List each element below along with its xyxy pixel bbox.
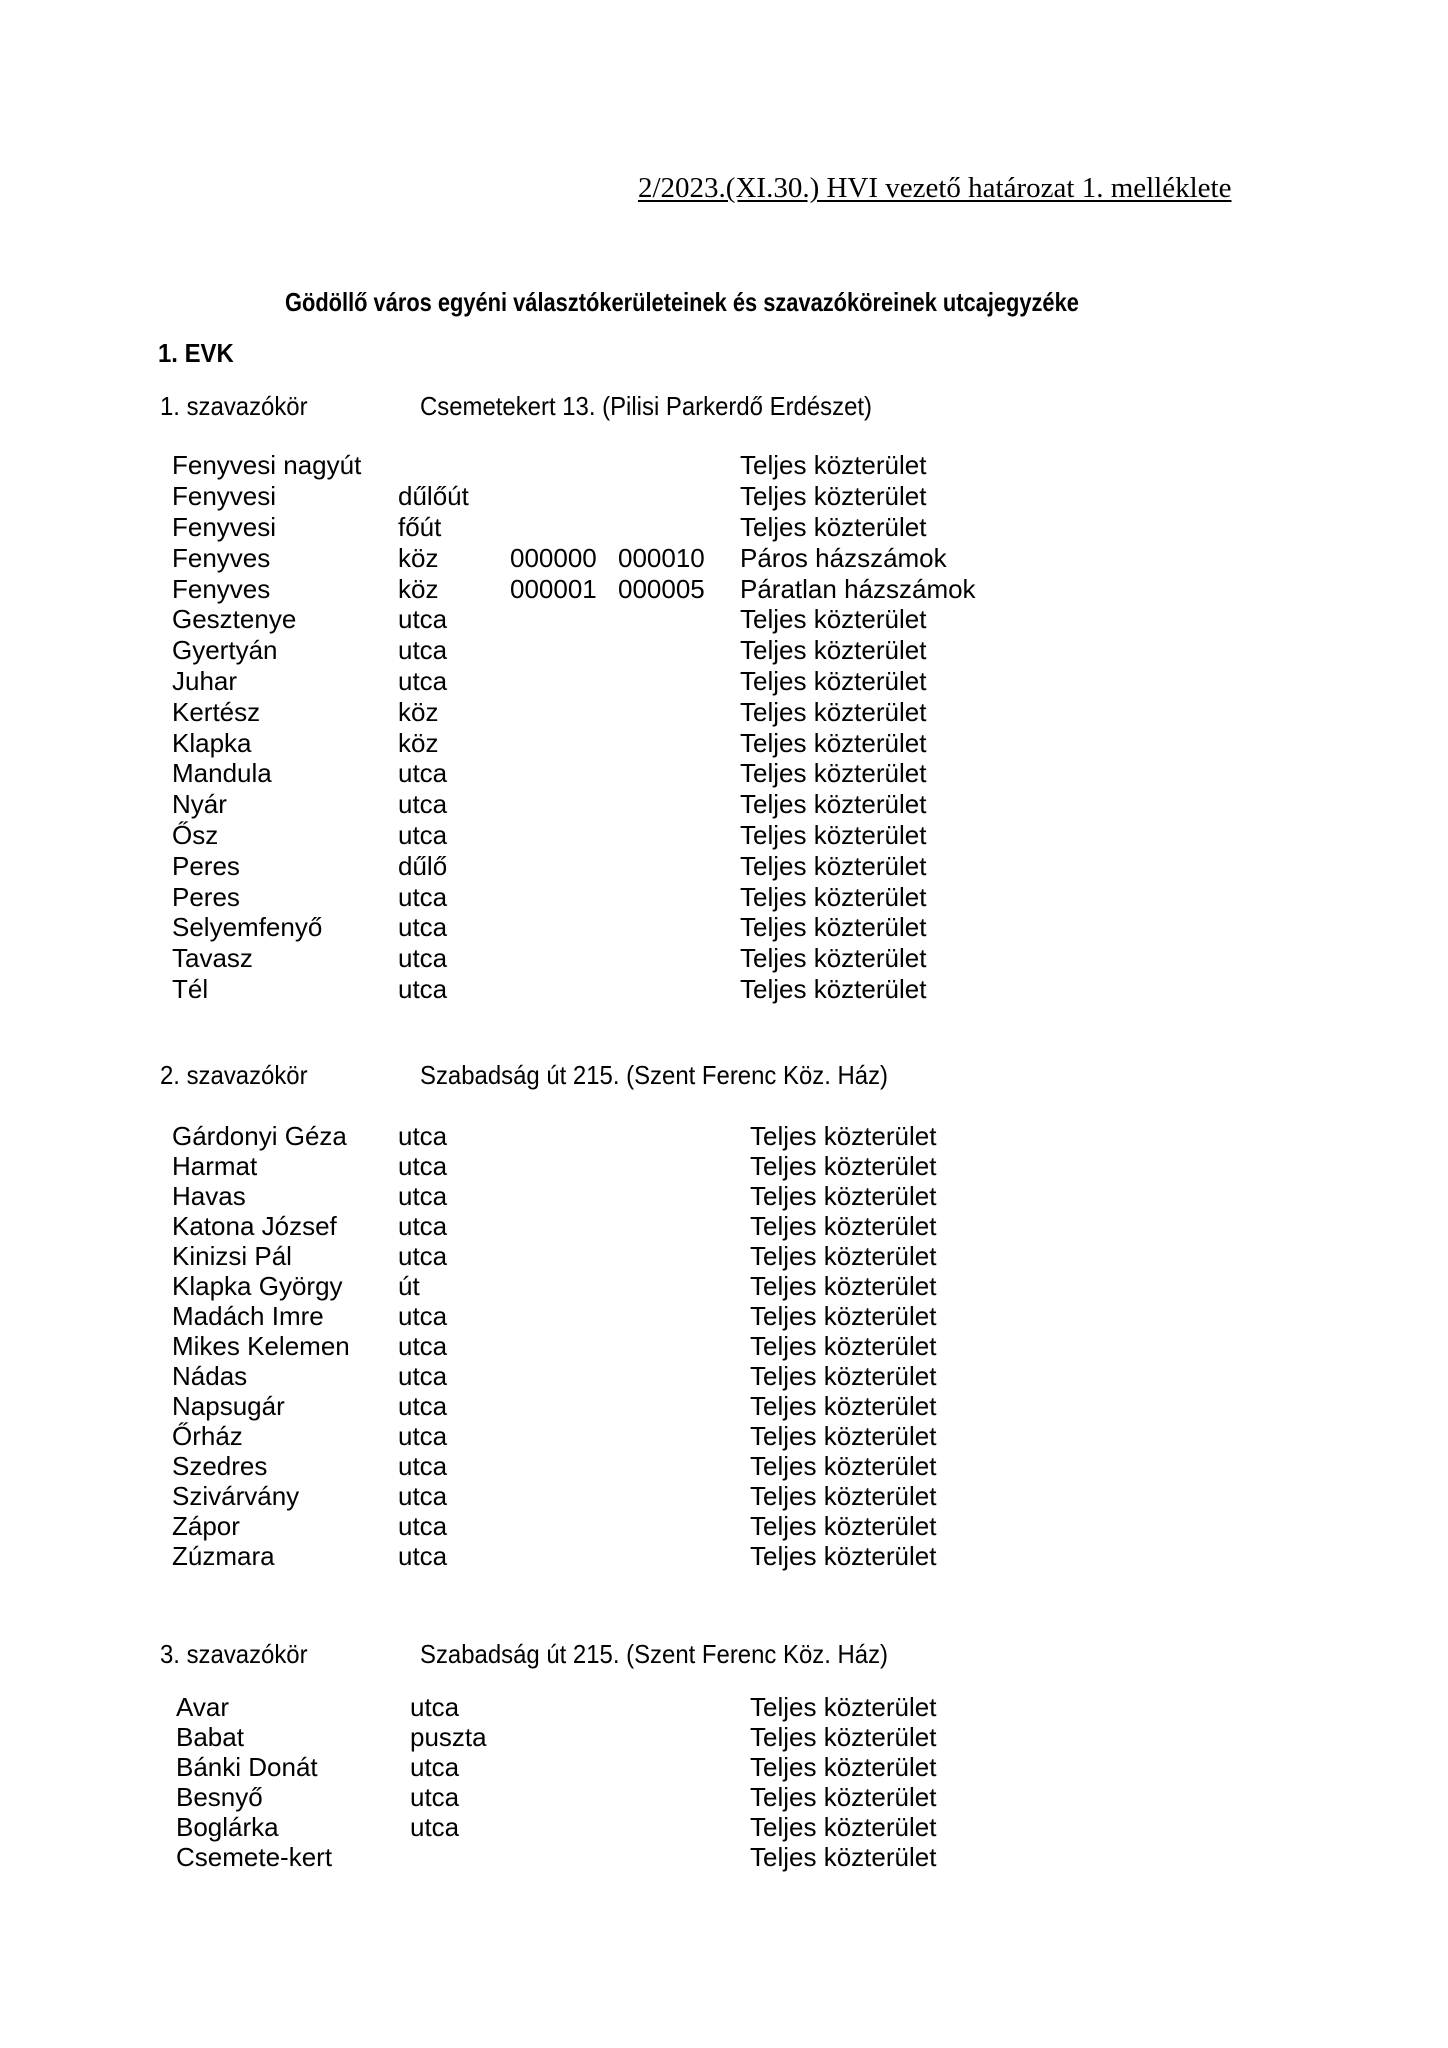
street-scope: Teljes közterület <box>750 1391 937 1421</box>
street-name: Juhar <box>172 665 238 696</box>
precinct-location <box>420 1060 929 1091</box>
street-name: Tél <box>172 973 209 1004</box>
street-name: Harmat <box>172 1151 258 1181</box>
street-type: utca <box>398 1481 448 1511</box>
street-scope: Teljes közterület <box>740 604 927 635</box>
street-name: Zúzmara <box>172 1541 275 1571</box>
street-row <box>0 1241 1448 1271</box>
street-row <box>0 604 1448 635</box>
street-row <box>0 1511 1448 1541</box>
street-type: utca <box>398 973 448 1004</box>
street-name: Madách Imre <box>172 1301 324 1331</box>
street-name: Babat <box>176 1722 244 1752</box>
street-scope: Teljes közterület <box>750 1271 937 1301</box>
street-row <box>0 1541 1448 1571</box>
street-scope: Teljes közterület <box>750 1331 937 1361</box>
street-type: utca <box>398 912 448 943</box>
precinct-label <box>160 1060 320 1091</box>
street-row <box>0 1331 1448 1361</box>
precinct-label-text: 3. szavazókör <box>160 1639 308 1669</box>
street-type: dűlőút <box>398 481 469 512</box>
street-scope: Teljes közterület <box>740 450 927 481</box>
street-row <box>0 1752 1448 1782</box>
street-type: utca <box>410 1782 460 1812</box>
street-row <box>0 820 1448 851</box>
street-name: Boglárka <box>176 1812 279 1842</box>
street-row <box>0 881 1448 912</box>
street-row <box>0 696 1448 727</box>
street-scope: Teljes közterület <box>750 1301 937 1331</box>
street-row <box>0 1121 1448 1151</box>
street-row <box>0 850 1448 881</box>
street-name: Nyár <box>172 789 227 820</box>
street-row <box>0 1421 1448 1451</box>
street-name: Havas <box>172 1181 246 1211</box>
street-type: utca <box>398 1421 448 1451</box>
street-row <box>0 635 1448 666</box>
precinct-location <box>420 391 911 422</box>
street-name: Mandula <box>172 758 272 789</box>
street-name: Nádas <box>172 1361 248 1391</box>
street-type: utca <box>410 1752 460 1782</box>
street-row <box>0 974 1448 1005</box>
precinct-location-text: Csemetekert 13. (Pilisi Parkerdő Erdészet) <box>420 391 872 421</box>
street-type: puszta <box>410 1722 487 1752</box>
street-scope: Teljes közterület <box>740 850 927 881</box>
street-name: Szedres <box>172 1451 268 1481</box>
street-name: Mikes Kelemen <box>172 1331 350 1361</box>
street-row <box>0 1301 1448 1331</box>
street-type: utca <box>398 1211 448 1241</box>
street-name: Fenyvesi nagyút <box>172 450 362 481</box>
street-name: Napsugár <box>172 1391 285 1421</box>
street-name: Fenyves <box>172 573 271 604</box>
street-row <box>0 727 1448 758</box>
street-row <box>0 1692 1448 1722</box>
street-row <box>0 1361 1448 1391</box>
street-name: Csemete-kert <box>176 1842 333 1872</box>
street-name: Avar <box>176 1692 229 1722</box>
street-type: utca <box>398 1451 448 1481</box>
street-table <box>0 1692 1448 1872</box>
street-name: Zápor <box>172 1511 240 1541</box>
street-scope: Páros házszámok <box>740 542 947 573</box>
street-name: Bánki Donát <box>176 1752 318 1782</box>
street-name: Fenyvesi <box>172 481 277 512</box>
street-name: Kertész <box>172 696 261 727</box>
precinct-label <box>160 1639 320 1670</box>
street-scope: Teljes közterület <box>750 1121 937 1151</box>
street-row <box>0 943 1448 974</box>
street-row <box>0 1211 1448 1241</box>
street-scope: Teljes közterület <box>740 635 927 666</box>
street-row <box>0 1151 1448 1181</box>
street-row <box>0 450 1448 481</box>
street-row <box>0 1481 1448 1511</box>
street-row <box>0 1451 1448 1481</box>
precinct-location-text: Szabadság út 215. (Szent Ferenc Köz. Ház) <box>420 1060 889 1090</box>
street-row <box>0 666 1448 697</box>
street-row <box>0 1842 1448 1872</box>
street-type: utca <box>410 1812 460 1842</box>
street-name: Klapka György <box>172 1271 343 1301</box>
street-row <box>0 1181 1448 1211</box>
precinct-label-text: 1. szavazókör <box>160 391 308 421</box>
house-number-from: 000000 <box>510 542 597 573</box>
house-number-from: 000001 <box>510 573 597 604</box>
street-row <box>0 573 1448 604</box>
street-name: Fenyvesi <box>172 511 277 542</box>
street-scope: Páratlan házszámok <box>740 573 976 604</box>
street-scope: Teljes közterület <box>750 1451 937 1481</box>
street-scope: Teljes közterület <box>750 1541 937 1571</box>
street-type: dűlő <box>398 850 448 881</box>
street-type: utca <box>398 943 448 974</box>
street-scope: Teljes közterület <box>750 1211 937 1241</box>
document-header-reference: 2/2023.(XI.30.) HVI vezető határozat 1. melléklete <box>638 172 1232 204</box>
street-type: utca <box>398 1151 448 1181</box>
street-scope: Teljes közterület <box>750 1511 937 1541</box>
street-scope: Teljes közterület <box>750 1181 937 1211</box>
street-row <box>0 481 1448 512</box>
street-scope: Teljes közterület <box>750 1241 937 1271</box>
street-scope: Teljes közterület <box>750 1361 937 1391</box>
precinct-label-text: 2. szavazókör <box>160 1060 308 1090</box>
street-scope: Teljes közterület <box>740 973 927 1004</box>
street-type: köz <box>398 573 439 604</box>
street-type: utca <box>398 1541 448 1571</box>
street-type: utca <box>398 819 448 850</box>
street-name: Gyertyán <box>172 635 278 666</box>
street-name: Peres <box>172 850 240 881</box>
street-type: út <box>398 1271 420 1301</box>
street-name: Gárdonyi Géza <box>172 1121 347 1151</box>
street-type: utca <box>398 758 448 789</box>
street-type: főút <box>398 511 442 542</box>
street-row <box>0 1722 1448 1752</box>
document-title-text: Gödöllő város egyéni választókerületeinek és szavazóköreinek utcajegyzéke <box>285 287 1079 317</box>
street-name: Besnyő <box>176 1782 263 1812</box>
street-type: utca <box>398 1331 448 1361</box>
street-scope: Teljes közterület <box>740 727 927 758</box>
document-title <box>285 287 1230 318</box>
street-type: utca <box>398 1301 448 1331</box>
street-type: köz <box>398 542 439 573</box>
precinct-location <box>420 1639 929 1670</box>
street-name: Selyemfenyő <box>172 912 323 943</box>
house-number-to: 000005 <box>618 573 705 604</box>
street-type: utca <box>398 635 448 666</box>
street-scope: Teljes közterület <box>740 511 927 542</box>
street-name: Klapka <box>172 727 252 758</box>
street-row <box>0 1782 1448 1812</box>
street-type: utca <box>398 789 448 820</box>
street-type: utca <box>398 1391 448 1421</box>
street-scope: Teljes közterület <box>740 665 927 696</box>
street-row <box>0 789 1448 820</box>
street-type: utca <box>398 1511 448 1541</box>
street-name: Ősz <box>172 819 219 850</box>
street-type: utca <box>398 1241 448 1271</box>
precinct-label <box>160 391 320 422</box>
street-scope: Teljes közterület <box>750 1421 937 1451</box>
street-table <box>0 1121 1448 1571</box>
district-heading-text: 1. EVK <box>158 338 234 368</box>
street-scope: Teljes közterület <box>740 881 927 912</box>
street-scope: Teljes közterület <box>740 789 927 820</box>
street-type: utca <box>398 1121 448 1151</box>
street-scope: Teljes közterület <box>740 819 927 850</box>
street-row <box>0 912 1448 943</box>
street-type: utca <box>398 881 448 912</box>
street-scope: Teljes közterület <box>750 1151 937 1181</box>
street-scope: Teljes közterület <box>740 912 927 943</box>
street-scope: Teljes közterület <box>740 696 927 727</box>
street-row <box>0 758 1448 789</box>
street-name: Kinizsi Pál <box>172 1241 292 1271</box>
street-name: Peres <box>172 881 240 912</box>
district-heading <box>158 338 240 369</box>
street-scope: Teljes közterület <box>750 1692 937 1722</box>
street-scope: Teljes közterület <box>740 481 927 512</box>
street-type: köz <box>398 696 439 727</box>
street-name: Őrház <box>172 1421 243 1451</box>
street-type: utca <box>410 1692 460 1722</box>
street-scope: Teljes közterület <box>750 1812 937 1842</box>
street-type: utca <box>398 665 448 696</box>
street-type: utca <box>398 1181 448 1211</box>
precinct-location-text: Szabadság út 215. (Szent Ferenc Köz. Ház) <box>420 1639 889 1669</box>
house-number-to: 000010 <box>618 542 705 573</box>
street-type: utca <box>398 1361 448 1391</box>
street-name: Katona József <box>172 1211 337 1241</box>
street-row <box>0 512 1448 543</box>
street-row <box>0 542 1448 573</box>
street-type: köz <box>398 727 439 758</box>
street-scope: Teljes közterület <box>750 1782 937 1812</box>
street-type: utca <box>398 604 448 635</box>
street-scope: Teljes közterület <box>740 758 927 789</box>
street-name: Szivárvány <box>172 1481 300 1511</box>
street-name: Gesztenye <box>172 604 297 635</box>
street-name: Fenyves <box>172 542 271 573</box>
street-row <box>0 1812 1448 1842</box>
street-row <box>0 1391 1448 1421</box>
street-scope: Teljes közterület <box>750 1842 937 1872</box>
street-row <box>0 1271 1448 1301</box>
street-scope: Teljes közterület <box>750 1481 937 1511</box>
street-scope: Teljes közterület <box>740 943 927 974</box>
street-name: Tavasz <box>172 943 253 974</box>
street-scope: Teljes közterület <box>750 1752 937 1782</box>
street-table <box>0 450 1448 1004</box>
street-scope: Teljes közterület <box>750 1722 937 1752</box>
